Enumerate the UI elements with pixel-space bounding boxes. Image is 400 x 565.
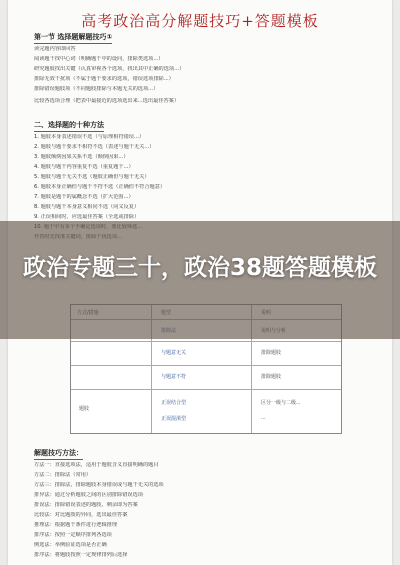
table-cell: 排除题肢: [261, 350, 282, 356]
section3-line: 排误法：排除错误表述的题肢，剩余即为答案: [34, 502, 138, 508]
section3-line: 比较法：对比题肢的异同，选出最佳答案: [34, 512, 128, 518]
section3-line: 例选法：举例验证选项是否正确: [34, 542, 107, 548]
section3-line: 方法三：排除法，排除题肢本身错误或与题干无关的选项: [34, 482, 164, 488]
page-title: 高考政治高分解题技巧+答题模板: [81, 12, 319, 30]
section3-line: 排序法：将题肢按照一定规律排列后选择: [34, 552, 128, 558]
section1-line: 比较各选项合理（把表中最接近的选项选出来...选出最佳答案）: [34, 98, 180, 104]
section1-heading: 第一节 选择题解题技巧①: [34, 32, 112, 44]
section2-line: 9. 正误相间时，应选最佳答案（全选或排除）: [34, 214, 140, 220]
table-cell: 正误结合型: [161, 400, 187, 406]
section1-line: 读完题内容即回答: [34, 46, 76, 52]
section3-heading: 解题技巧方法：: [34, 448, 83, 460]
section2-heading: 二、选择题的十种方法: [34, 120, 104, 132]
section2-line: 1. 题肢本身表述错误不选（与原理相符错误...）: [34, 134, 145, 140]
table-cell: 题肢: [79, 406, 90, 412]
section3-line: 排序法：按照一定顺序排列各选项: [34, 532, 112, 538]
banner-title: 政治专题三十，政治38题答题模板: [22, 255, 377, 281]
section3-line: 推理法：根据题干条件进行逻辑推理: [34, 522, 118, 528]
section1-line: 排除错误题肢项（不同题肢排除与本题无关的选项...）: [34, 86, 159, 92]
section2-line: 2. 题肢与题干要求不相符不选（表述与题干无关...）: [34, 144, 155, 150]
section2-line: 7. 题肢是题干的属概念不选（扩大范围...）: [34, 194, 134, 200]
section2-line: 5. 题肢与题干无关不选（题肢正确但与题干无关）: [34, 174, 150, 180]
table-cell: 与题意无关: [161, 350, 187, 356]
table-cell: 与题意不符: [161, 374, 187, 380]
section1-line: 排除无效干扰项（不属于题干要求的选项，错误选项排除...）: [34, 76, 174, 82]
table-cell: ...: [261, 415, 266, 421]
section1-line: 阅读题干找中心词（明确题干中的设问，排除类选项...）: [34, 56, 164, 62]
section2-line: 8. 题肢与题干本身意义相同不选（同义反复）: [34, 204, 140, 210]
section2-line: 6. 题肢本身正确但与题干不符不选（正确但不符合题意）: [34, 184, 166, 190]
section2-line: 4. 题肢与题干内容重复不选（重复题干...）: [34, 164, 134, 170]
section2-line: 3. 题肢颠倒因果关系不选（颠倒因果...）: [34, 154, 129, 160]
section3-line: 方法一：直接选项法，适用于题肢含义直接明确的题目: [34, 462, 159, 468]
table-cell: 排除题肢: [261, 374, 282, 380]
table-cell: 区分一级与二级...: [261, 400, 301, 406]
section1-line: 研究题肢找出关键（认真审视各个选项，找出其中正确的选项...）: [34, 66, 185, 72]
table-cell: 正误混淆型: [161, 416, 187, 422]
section3-line: 方法二：排除法（常用）: [34, 472, 92, 478]
section3-line: 排异法：通过分析题肢之间的区别排除错误选项: [34, 492, 143, 498]
